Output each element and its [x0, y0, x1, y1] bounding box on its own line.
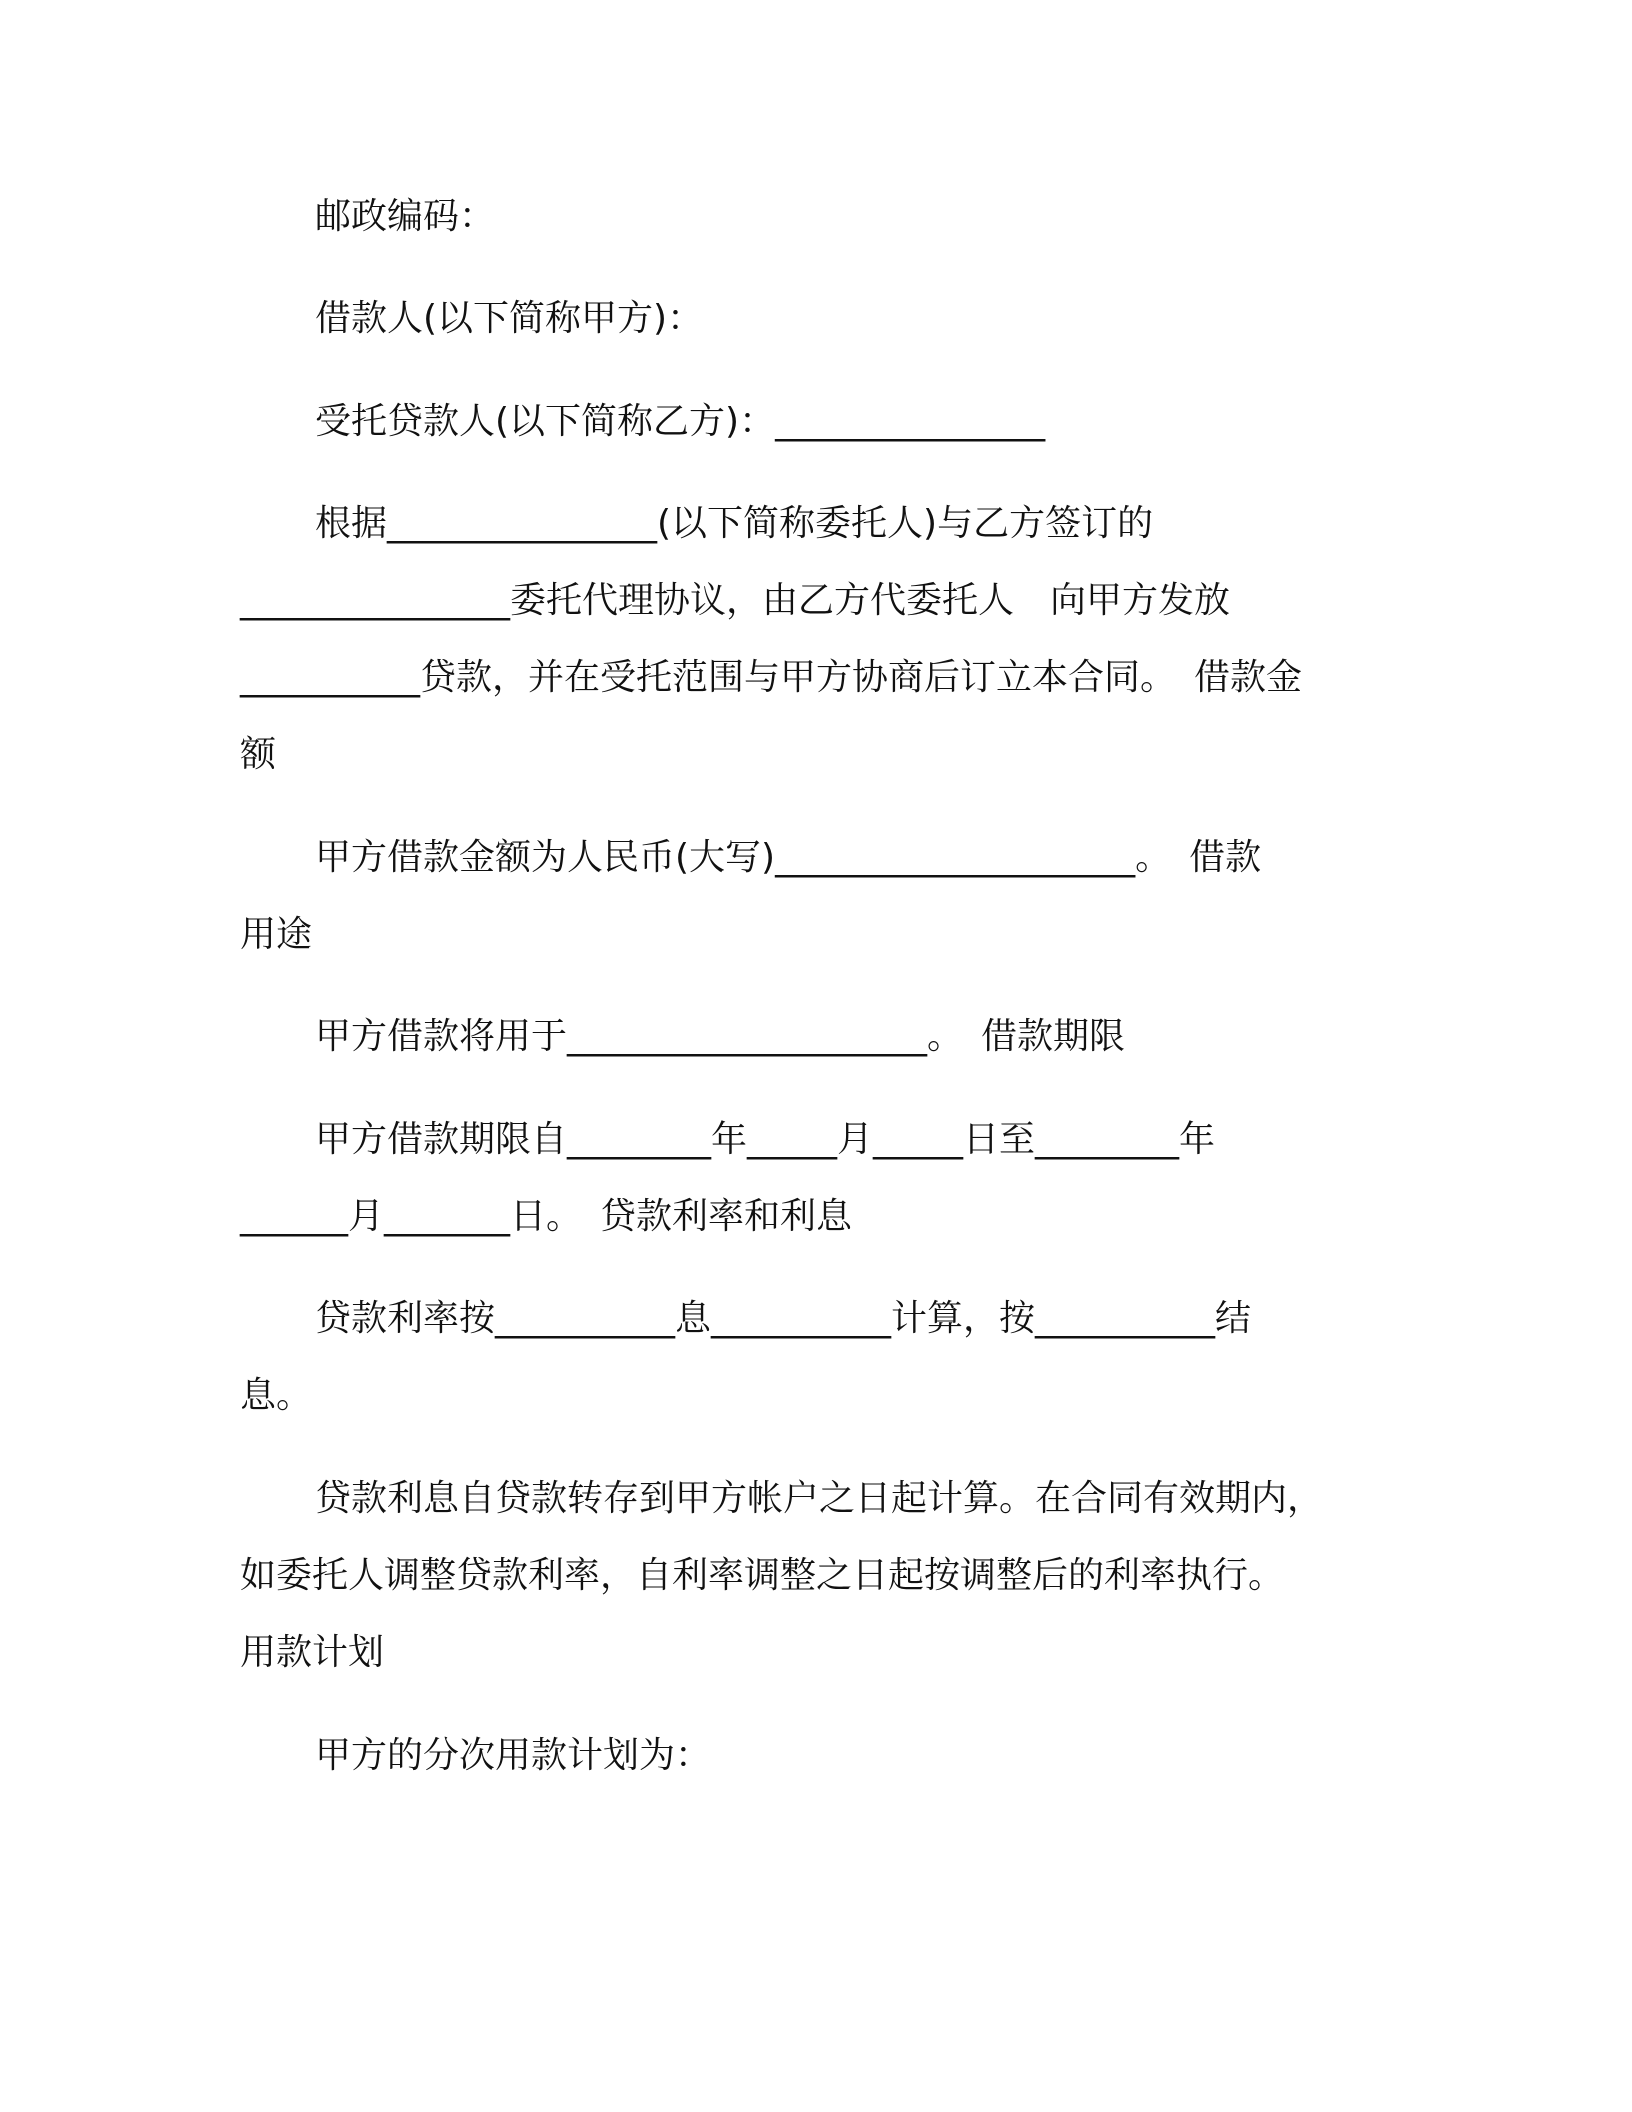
loan-term-line-2: ______月_______日。 贷款利率和利息 — [240, 1196, 853, 1237]
interest-calc-line-2: 如委托人调整贷款利率，自利率调整之日起按调整后的利率执行。 — [240, 1555, 1285, 1596]
lender-line: 受托贷款人(以下简称乙方)：_______________ — [315, 401, 1046, 442]
paragraph-basis-line-3: __________贷款，并在受托范围与甲方协商后订立本合同。 借款金 — [240, 657, 1303, 698]
loan-amount-line-2: 用途 — [240, 914, 313, 955]
postal-code-line: 邮政编码： — [315, 196, 496, 237]
usage-plan-heading: 用款计划 — [240, 1632, 385, 1673]
loan-purpose-line: 甲方借款将用于____________________。 借款期限 — [315, 1016, 1126, 1057]
interest-calc-line-1: 贷款利息自贷款转存到甲方帐户之日起计算。在合同有效期内， — [315, 1478, 1324, 1519]
borrower-line: 借款人(以下简称甲方)： — [315, 298, 704, 339]
paragraph-basis-line-4: 额 — [240, 734, 277, 775]
interest-rate-line-2: 息。 — [240, 1375, 313, 1416]
loan-amount-line-1: 甲方借款金额为人民币(大写)____________________。 借款 — [315, 837, 1262, 878]
paragraph-basis-line-1: 根据_______________(以下简称委托人)与乙方签订的 — [315, 503, 1154, 544]
loan-term-line-1: 甲方借款期限自________年_____月_____日至________年 — [315, 1119, 1216, 1160]
interest-rate-line-1: 贷款利率按__________息__________计算，按__________结 — [315, 1298, 1252, 1339]
paragraph-basis-line-2: _______________委托代理协议，由乙方代委托人 向甲方发放 — [240, 580, 1231, 621]
usage-plan-line: 甲方的分次用款计划为： — [315, 1735, 712, 1776]
